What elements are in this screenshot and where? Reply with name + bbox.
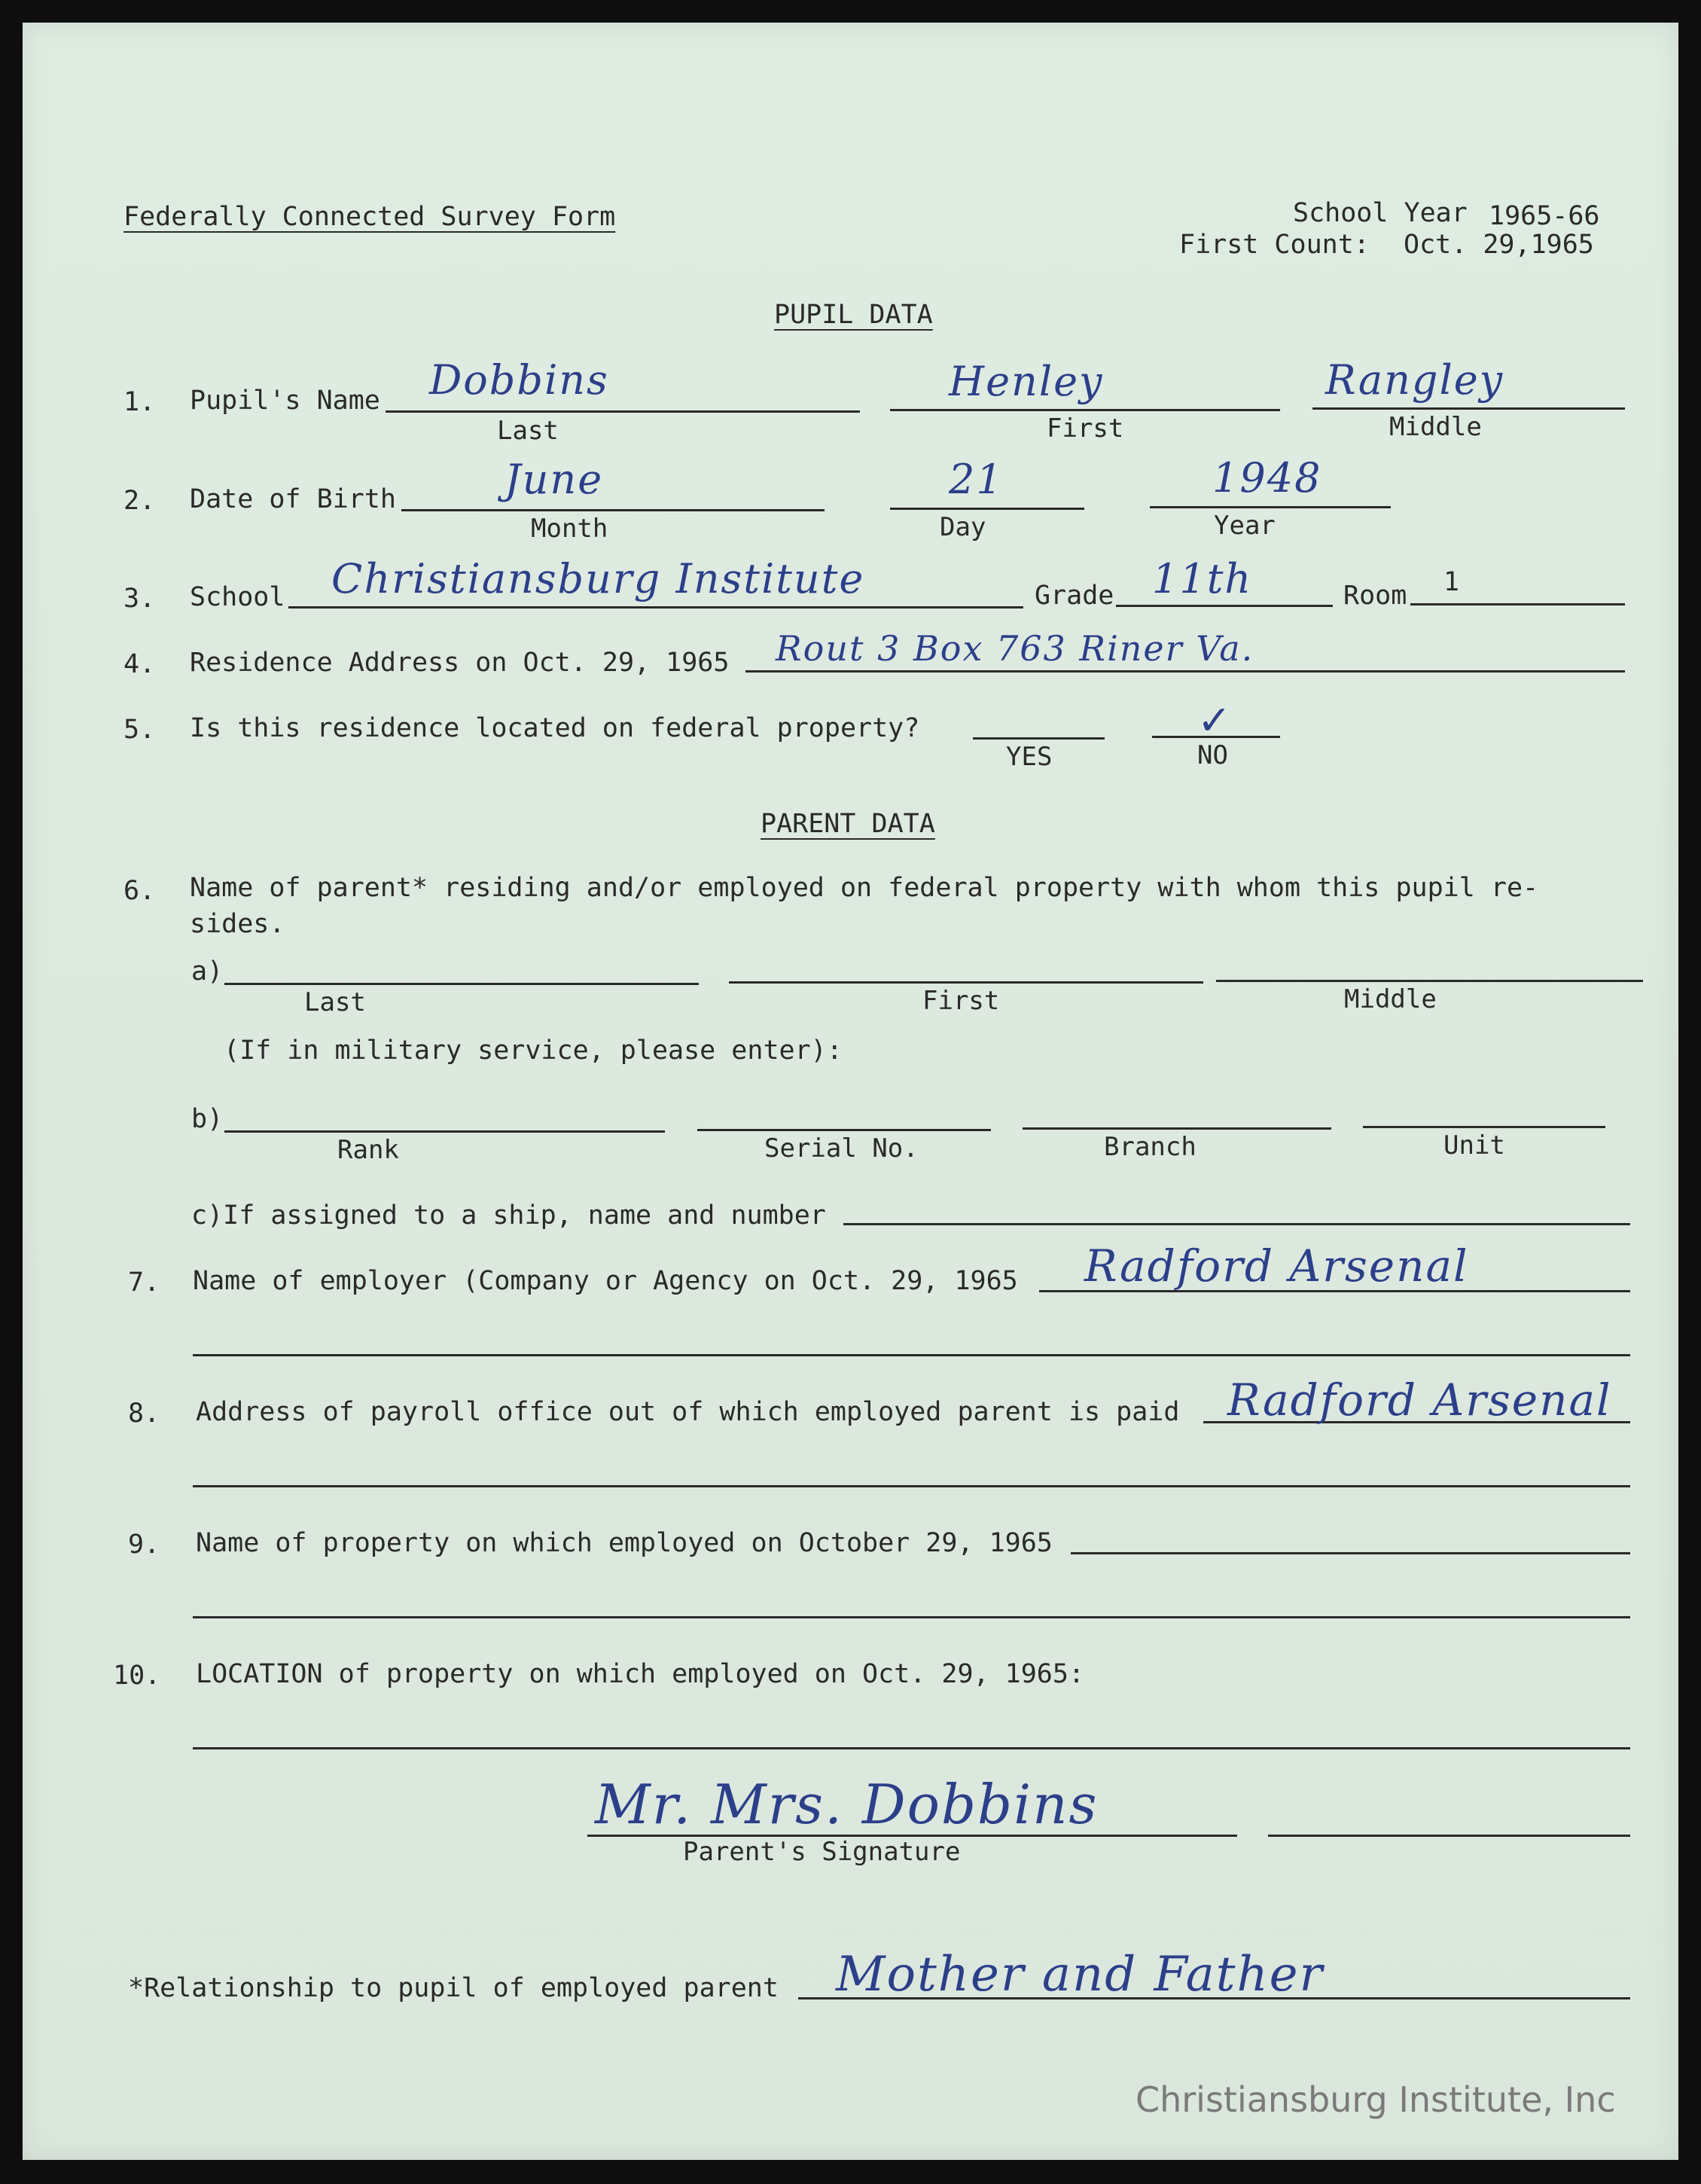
- q6a-first-line: [729, 981, 1203, 984]
- q2-month-sublabel: Month: [531, 514, 608, 544]
- q1-first-value: Henley: [949, 358, 1104, 405]
- watermark: Christiansburg Institute, Inc: [1136, 2079, 1616, 2120]
- q7-label: Name of employer (Company or Agency on Oct. 29, 1965: [193, 1266, 1018, 1296]
- q6b-rank-line: [224, 1130, 665, 1133]
- q6c-label: c)If assigned to a ship, name and number: [191, 1200, 826, 1231]
- first-count-value: Oct. 29,1965: [1404, 230, 1594, 260]
- q1-last-value: Dobbins: [429, 356, 609, 404]
- q1-first-sublabel: First: [1047, 413, 1124, 444]
- q8-label: Address of payroll office out of which employed parent is paid: [196, 1397, 1180, 1427]
- q6-label-line1: Name of parent* residing and/or employed on federal property with whom this pupil re-: [190, 873, 1539, 903]
- q4-number: 4.: [123, 649, 156, 679]
- q2-label: Date of Birth: [190, 484, 396, 514]
- q6a-first-sublabel: First: [922, 986, 1000, 1016]
- q1-last-sublabel: Last: [497, 416, 559, 446]
- q9-continuation-line: [193, 1616, 1630, 1618]
- q6b-rank-sublabel: Rank: [337, 1135, 399, 1165]
- q1-number: 1.: [123, 387, 156, 417]
- parent-signature-value: Mr. Mrs. Dobbins: [595, 1773, 1099, 1836]
- q2-number: 2.: [123, 486, 156, 516]
- q6-label-line2: sides.: [190, 909, 285, 939]
- q6c-line: [843, 1223, 1630, 1225]
- q6b-unit-sublabel: Unit: [1443, 1130, 1505, 1161]
- pupil-data-heading: PUPIL DATA: [774, 300, 933, 330]
- q3-room-label: Room: [1343, 581, 1407, 611]
- q2-day-line: [890, 508, 1084, 510]
- q6b-branch-line: [1023, 1127, 1331, 1130]
- q9-number: 9.: [128, 1530, 160, 1560]
- q6a-middle-line: [1216, 980, 1643, 982]
- q10-label: LOCATION of property on which employed on Oct. 29, 1965:: [196, 1659, 1085, 1689]
- q6b-branch-sublabel: Branch: [1104, 1132, 1196, 1162]
- school-year-label: School Year: [1293, 198, 1468, 228]
- q9-label: Name of property on which employed on October 29, 1965: [196, 1528, 1053, 1558]
- q5-yes-line: [973, 737, 1105, 740]
- q7-continuation-line: [193, 1354, 1630, 1356]
- form-title: Federally Connected Survey Form: [123, 202, 616, 232]
- parent-data-heading: PARENT DATA: [761, 809, 935, 839]
- q4-line: [745, 670, 1625, 673]
- q6a-last-sublabel: Last: [304, 987, 366, 1017]
- q8-value: Radford Arsenal: [1227, 1374, 1612, 1426]
- q10-continuation-line: [193, 1747, 1630, 1749]
- q6a-middle-sublabel: Middle: [1344, 984, 1437, 1014]
- parent-signature-sublabel: Parent's Signature: [683, 1837, 961, 1867]
- q2-day-sublabel: Day: [940, 512, 986, 542]
- q3-school-value: Christiansburg Institute: [331, 555, 865, 602]
- q7-number: 7.: [128, 1267, 160, 1298]
- q5-yes-sublabel: YES: [1006, 742, 1053, 772]
- q8-number: 8.: [128, 1399, 160, 1429]
- relationship-label: *Relationship to pupil of employed parent: [128, 1973, 779, 2003]
- q1-label: Pupil's Name: [190, 386, 380, 416]
- q3-grade-line: [1116, 605, 1333, 607]
- q6a-last-line: [224, 983, 699, 985]
- signature-line-2: [1268, 1835, 1630, 1837]
- q1-middle-value: Rangley: [1325, 356, 1504, 404]
- q6b-serial-sublabel: Serial No.: [764, 1133, 919, 1164]
- relationship-value: Mother and Father: [836, 1947, 1325, 2003]
- q2-month-line: [401, 509, 825, 511]
- q2-year-line: [1150, 506, 1391, 508]
- q5-label: Is this residence located on federal property?: [190, 713, 920, 743]
- q3-school-line: [288, 606, 1023, 609]
- q7-value: Radford Arsenal: [1084, 1240, 1469, 1292]
- q9-line: [1071, 1552, 1630, 1554]
- q3-grade-value: 11th: [1152, 555, 1253, 602]
- q1-middle-line: [1312, 407, 1625, 410]
- q3-room-line: [1410, 603, 1625, 605]
- q3-label: School: [190, 582, 285, 612]
- q4-value: Rout 3 Box 763 Riner Va.: [776, 628, 1254, 669]
- q3-number: 3.: [123, 584, 156, 614]
- school-year-value: 1965-66: [1489, 201, 1600, 231]
- first-count-label: First Count:: [1179, 230, 1370, 260]
- q4-label: Residence Address on Oct. 29, 1965: [190, 648, 730, 678]
- q3-grade-label: Grade: [1035, 581, 1114, 611]
- q8-continuation-line: [193, 1485, 1630, 1487]
- q2-year-value: 1948: [1212, 454, 1322, 502]
- q6b-unit-line: [1363, 1126, 1605, 1128]
- q10-number: 10.: [113, 1661, 161, 1691]
- q1-last-line: [386, 410, 860, 413]
- q3-room-value: 1: [1443, 567, 1460, 597]
- q6b-serial-line: [697, 1129, 991, 1131]
- q5-no-sublabel: NO: [1197, 740, 1228, 770]
- q2-day-value: 21: [949, 456, 1004, 503]
- form-page: [23, 23, 1678, 2160]
- q6b-label: b): [191, 1104, 224, 1134]
- q2-year-sublabel: Year: [1214, 511, 1276, 541]
- q5-no-checkmark: ✓: [1197, 697, 1233, 744]
- q1-middle-sublabel: Middle: [1389, 412, 1482, 442]
- q6-military-note: (If in military service, please enter):: [224, 1036, 843, 1066]
- q6-number: 6.: [123, 876, 156, 906]
- q6a-label: a): [191, 956, 224, 987]
- q1-first-line: [890, 409, 1280, 411]
- q5-number: 5.: [123, 715, 156, 745]
- q2-month-value: June: [505, 456, 604, 503]
